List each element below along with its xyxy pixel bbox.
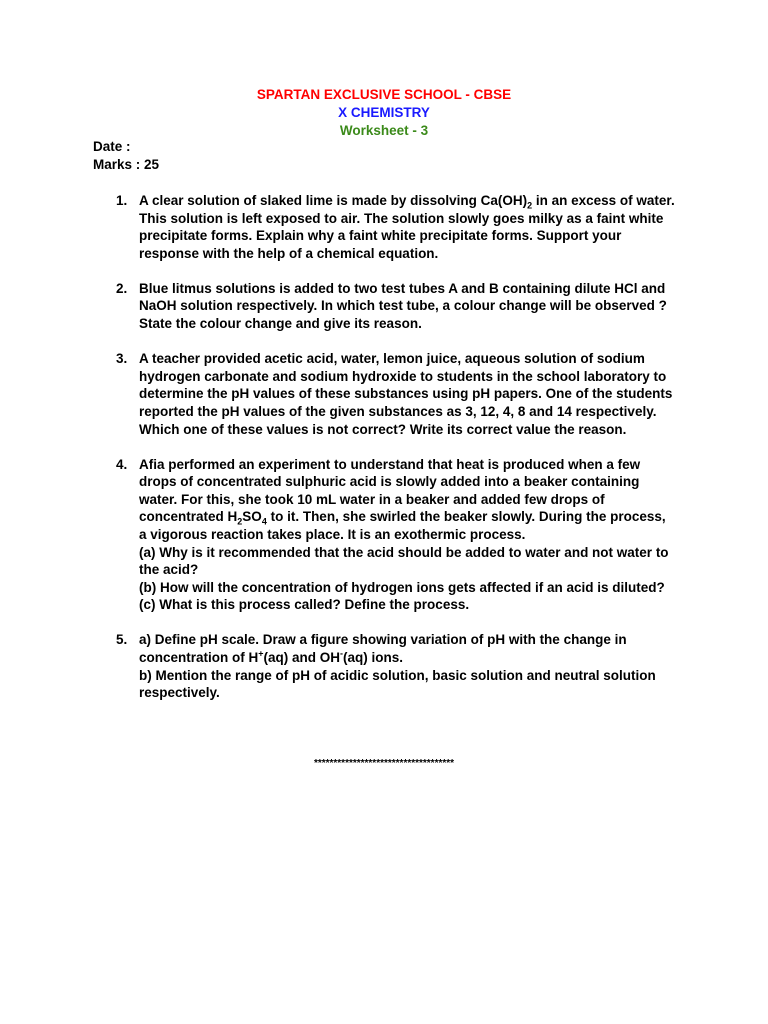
question-text [139,192,676,262]
question-text-part: SO [242,509,262,525]
subscript: 2 [237,517,243,528]
question-number: 2. [116,280,128,296]
worksheet-title: Worksheet - 3 [339,123,429,138]
question-text [139,456,676,614]
question-text-part: a) Define pH scale. Draw a figure showing variation of pH with the change in concentration of H [139,632,627,666]
question-4 [116,456,676,614]
date-label: Date : [93,139,131,154]
question-number: 1. [116,193,128,208]
sub-question-b: b) Mention the range of pH of acidic solution, basic solution and neutral solution respectively. [139,667,656,701]
question-text: Blue litmus solutions is added to two test tubes A and B containing dilute HCl and NaOH solution respectively. In which test tube, a colour change will be observed ? State the colour change and give its reason. [139,280,667,332]
question-number: 4. [116,456,128,472]
superscript: - [340,648,344,659]
question-text-part: Afia performed an experiment to understand that heat is produced when a few drops of concentrated sulphuric acid is slowly added into a beaker containing water. For this, she took 10 mL water in a beaker and added few drops of concentrated H [139,456,641,525]
question-list [116,192,676,719]
end-divider: ************************************ [313,758,455,769]
question-number: 5. [116,632,128,648]
worksheet-header [0,86,768,140]
worksheet-meta [93,138,159,174]
question-1 [116,192,676,262]
question-2 [116,280,676,333]
subject-title: X CHEMISTRY [338,105,430,120]
question-text: A teacher provided acetic acid, water, lemon juice, aqueous solution of sodium hydrogen carbonate and sodium hydroxide to students in the school laboratory to determine the pH values of these substances using pH papers. One of the students reported the pH values of the given substances as 3, 12, 4, 8 and 14 respectively. Which one of these values is not correct? Write its correct value the reason. [139,351,673,437]
sub-question-a [139,631,676,666]
subscript: 2 [527,200,533,211]
question-text [139,631,676,701]
question-text-part: to it. Then, she swirled the beaker slowly. During the process, a vigorous reaction takes place. It is an exothermic process. [139,509,666,542]
question-stem [139,456,676,544]
sub-question-c: (c) What is this process called? Define the process. [139,597,470,613]
question-text-part: A clear solution of slaked lime is made by dissolving Ca(OH) [139,193,528,208]
question-text-part: (aq) ions. [343,650,404,666]
question-5 [116,631,676,701]
question-number: 3. [116,351,128,367]
sub-question-a: (a) Why is it recommended that the acid should be added to water and not water to the acid? [139,544,669,578]
marks-label: Marks : 25 [93,157,160,172]
subscript: 4 [261,517,267,528]
question-text-part: (aq) and OH [263,650,341,666]
school-name: SPARTAN EXCLUSIVE SCHOOL - CBSE [256,87,512,102]
sub-question-b: (b) How will the concentration of hydrogen ions gets affected if an acid is diluted? [139,579,665,595]
question-3 [116,350,676,438]
superscript: + [258,648,264,659]
question-text-part: in an excess of water. This solution is left exposed to air. The solution slowly goes milky as a faint white precipitate forms. Explain why a faint white precipitate forms. Support your response with the help of a chemical equation. [139,193,675,261]
